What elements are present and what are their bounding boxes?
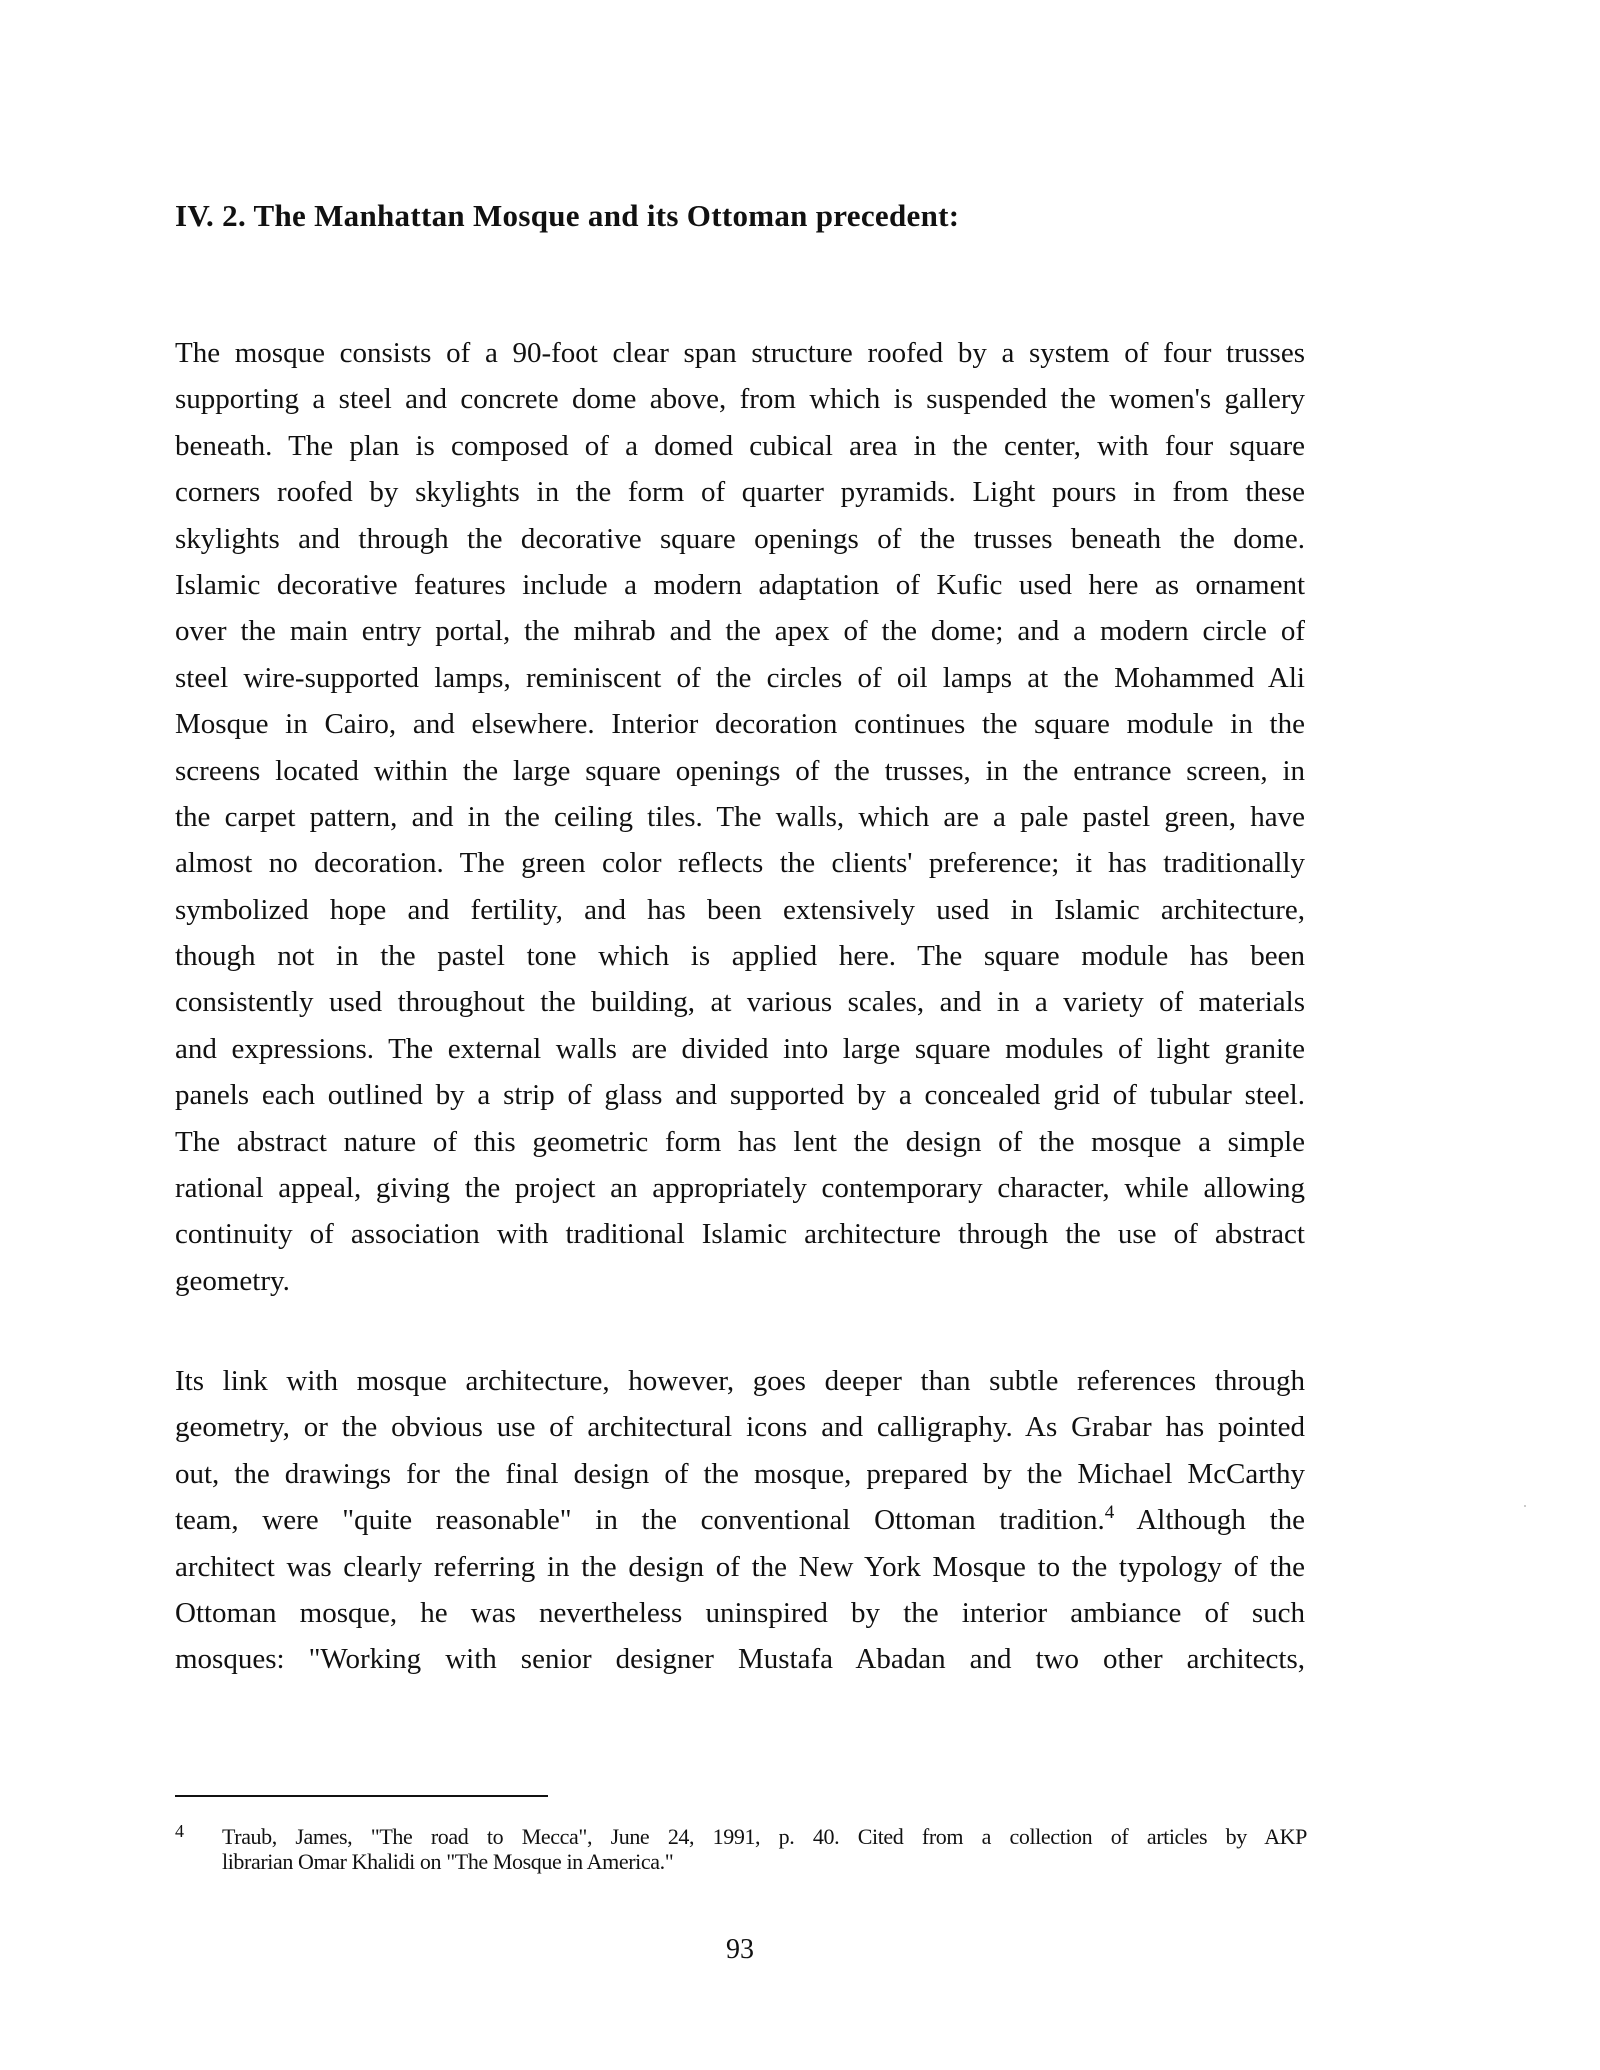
text-line: over the main entry portal, the mihrab and the apex of the dome; and a modern circle of (175, 615, 1305, 648)
footnote-divider (175, 1795, 548, 1797)
text-line: mosques: "Working with senior designer Mustafa Abadan and two other architects, (175, 1643, 1305, 1676)
paragraph-1 (175, 330, 1305, 1304)
text-line: Islamic decorative features include a modern adaptation of Kufic used here as ornament (175, 568, 1305, 601)
text-line: Its link with mosque architecture, however, goes deeper than subtle references through (175, 1365, 1305, 1397)
text-line: The abstract nature of this geometric form has lent the design of the mosque a simple (175, 1125, 1305, 1158)
text-line: geometry. (175, 1264, 290, 1297)
text-line: corners roofed by skylights in the form of quarter pyramids. Light pours in from these (175, 476, 1305, 509)
text-line: and expressions. The external walls are divided into large square modules of light granite (175, 1032, 1305, 1065)
text-line: skylights and through the decorative square openings of the trusses beneath the dome. (175, 522, 1305, 555)
text-line: Mosque in Cairo, and elsewhere. Interior decoration continues the square module in the (175, 708, 1305, 741)
text-line: symbolized hope and fertility, and has been extensively used in Islamic architecture, (175, 893, 1305, 926)
text-line: The mosque consists of a 90-foot clear span structure roofed by a system of four trusses (175, 337, 1305, 369)
text-line: panels each outlined by a strip of glass and supported by a concealed grid of tubular steel. (175, 1079, 1305, 1112)
footnote-line: librarian Omar Khalidi on "The Mosque in America." (222, 1849, 674, 1874)
footnote-reference[interactable]: 4 (1104, 1502, 1115, 1524)
footnote-line: Traub, James, "The road to Mecca", June 24, 1991, p. 40. Cited from a collection of articles by AKP (222, 1824, 1307, 1849)
page-number: 93 (726, 1934, 754, 1965)
text-line: though not in the pastel tone which is applied here. The square module has been (175, 940, 1305, 973)
footnote-text (222, 1824, 1307, 1874)
text-segment: team, were "quite reasonable" in the conventional Ottoman tradition. (175, 1504, 1105, 1537)
text-line: geometry, or the obvious use of architectural icons and calligraphy. As Grabar has pointed (175, 1411, 1305, 1444)
footnote-number: 4 (175, 1821, 184, 1841)
text-line: steel wire-supported lamps, reminiscent of the circles of oil lamps at the Mohammed Ali (175, 661, 1305, 694)
text-line-with-footnote (175, 1497, 1305, 1543)
text-line: the carpet pattern, and in the ceiling tiles. The walls, which are a pale pastel green, have (175, 800, 1305, 833)
text-line: continuity of association with traditional Islamic architecture through the use of abstract (175, 1218, 1305, 1251)
text-line: Ottoman mosque, he was nevertheless uninspired by the interior ambiance of such (175, 1596, 1305, 1629)
text-line: consistently used throughout the building, at various scales, and in a variety of materials (175, 986, 1305, 1019)
text-line: rational appeal, giving the project an appropriately contemporary character, while allowing (175, 1172, 1305, 1205)
paragraph-2 (175, 1358, 1305, 1683)
text-line: out, the drawings for the final design of the mosque, prepared by the Michael McCarthy (175, 1457, 1305, 1490)
text-line: screens located within the large square openings of the trusses, in the entrance screen, in (175, 754, 1305, 787)
text-segment: Although the (1114, 1504, 1305, 1537)
text-line: almost no decoration. The green color reflects the clients' preference; it has traditionally (175, 847, 1305, 880)
text-line: beneath. The plan is composed of a domed cubical area in the center, with four square (175, 429, 1305, 462)
scan-speck (1524, 1505, 1526, 1507)
text-line: supporting a steel and concrete dome above, from which is suspended the women's gallery (175, 383, 1305, 416)
section-heading: IV. 2. The Manhattan Mosque and its Ottoman precedent: (175, 198, 960, 233)
text-line: architect was clearly referring in the design of the New York Mosque to the typology of the (175, 1550, 1305, 1583)
